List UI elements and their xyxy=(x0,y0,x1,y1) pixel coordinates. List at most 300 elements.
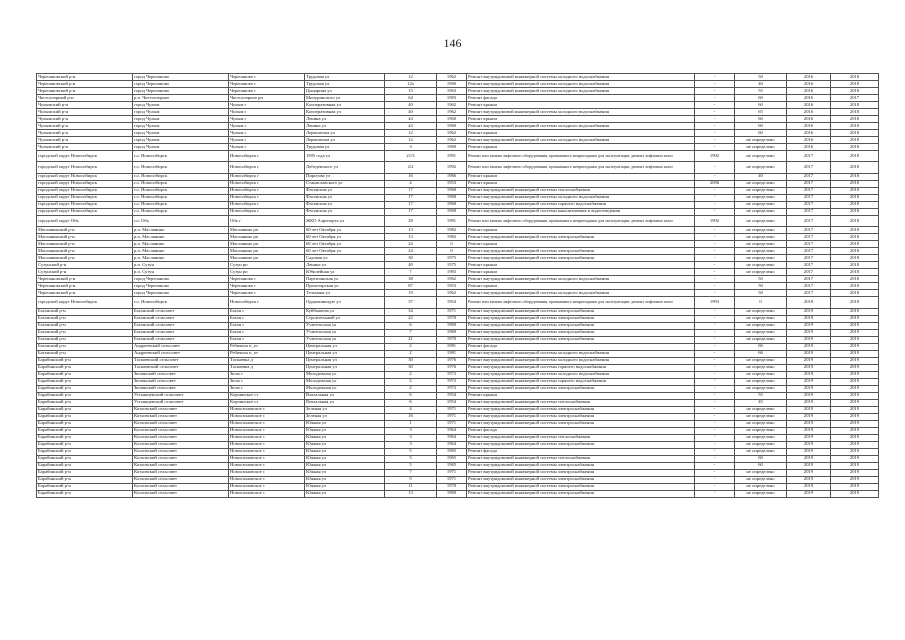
street-cell: Лермонтова ул xyxy=(305,130,385,137)
house-number-cell: 9 xyxy=(385,476,437,483)
build-year-cell: 1954 xyxy=(437,399,467,406)
district-cell: Маслянинский р-н xyxy=(37,227,133,234)
work-type-cell: Ремонт внутридомовой инженерной системы электроснабжения xyxy=(467,234,695,241)
last-repair-cell: - xyxy=(695,483,735,490)
district-cell: Баганский р-н xyxy=(37,322,133,329)
municipality-cell: Зюзинский сельсовет xyxy=(133,378,229,385)
last-repair-cell: - xyxy=(695,269,735,276)
end-year-cell: 2018 xyxy=(831,116,879,123)
start-year-cell: 2019 xyxy=(787,399,831,406)
end-year-cell: 2018 xyxy=(831,262,879,269)
last-repair-cell: - xyxy=(695,427,735,434)
build-year-cell: 1962 xyxy=(437,102,467,109)
last-repair-cell: - xyxy=(695,262,735,269)
start-year-cell: 2019 xyxy=(787,357,831,364)
municipality-cell: Устьянцевский сельсовет xyxy=(133,399,229,406)
locality-cell: Чулым г xyxy=(229,102,305,109)
build-year-cell: 0 xyxy=(437,241,467,248)
last-repair-cell: - xyxy=(695,308,735,315)
last-repair-cell: - xyxy=(695,109,735,116)
district-cell: городской округ Новосибирск xyxy=(37,187,133,194)
build-year-cell: 1962 xyxy=(437,130,467,137)
cost-cell: не определено xyxy=(735,262,787,269)
house-number-cell: 12 xyxy=(385,74,437,81)
work-type-cell: Ремонт внутридомовой инженерной системы электроснабжения xyxy=(467,483,695,490)
work-type-cell: Ремонт внутридомовой инженерной системы электроснабжения xyxy=(467,476,695,483)
end-year-cell: 2018 xyxy=(831,283,879,290)
table-row xyxy=(37,378,879,385)
district-cell: Барабинский р-н xyxy=(37,406,133,413)
cost-cell: не определено xyxy=(735,151,787,162)
district-cell: городской округ Обь xyxy=(37,215,133,226)
cost-cell: 60 xyxy=(735,123,787,130)
work-type-cell: Ремонт внутридомовой инженерной системы холодного водоснабжения xyxy=(467,137,695,144)
municipality-cell: г.о. Новосибирск xyxy=(133,180,229,187)
end-year-cell: 2019 xyxy=(831,364,879,371)
house-number-cell: 2/2 xyxy=(385,162,437,173)
municipality-cell: Баганский сельсовет xyxy=(133,336,229,343)
locality-cell: Таскаевка д xyxy=(229,364,305,371)
end-year-cell: 2019 xyxy=(831,483,879,490)
house-number-cell: 4 xyxy=(385,180,437,187)
last-repair-cell: - xyxy=(695,137,735,144)
municipality-cell: р.п. Маслянино xyxy=(133,248,229,255)
district-cell: Баганский р-н xyxy=(37,343,133,350)
cost-cell: 60 xyxy=(735,455,787,462)
start-year-cell: 2019 xyxy=(787,490,831,497)
house-number-cell: 40 xyxy=(385,102,437,109)
cost-cell: не определено xyxy=(735,378,787,385)
build-year-cell: 1972 xyxy=(437,378,467,385)
build-year-cell: 1976 xyxy=(437,357,467,364)
cost-cell: не определено xyxy=(735,483,787,490)
table-row xyxy=(37,350,879,357)
start-year-cell: 2017 xyxy=(787,173,831,180)
municipality-cell: Козловский сельсовет xyxy=(133,483,229,490)
street-cell: ЖКО Аэропорта ул xyxy=(305,215,385,226)
work-type-cell: Ремонт или замена лифтового оборудования, признанного непригодным для эксплуатации, ремонт лифтовых шахт xyxy=(467,215,695,226)
cost-cell: не определено xyxy=(735,315,787,322)
build-year-cell: 1965 xyxy=(437,462,467,469)
build-year-cell: 1972 xyxy=(437,371,467,378)
start-year-cell: 2019 xyxy=(787,385,831,392)
district-cell: Барабинский р-н xyxy=(37,434,133,441)
table-row xyxy=(37,420,879,427)
table-row xyxy=(37,248,879,255)
district-cell: городской округ Новосибирск xyxy=(37,201,133,208)
last-repair-cell: - xyxy=(695,490,735,497)
street-cell: Учительская ул xyxy=(305,322,385,329)
build-year-cell: 1964 xyxy=(437,434,467,441)
district-cell: Сузунский р-н xyxy=(37,262,133,269)
start-year-cell: 2019 xyxy=(787,420,831,427)
end-year-cell: 2018 xyxy=(831,227,879,234)
cost-cell: не определено xyxy=(735,308,787,315)
locality-cell: Зюзя с xyxy=(229,385,305,392)
end-year-cell: 2019 xyxy=(831,357,879,364)
municipality-cell: город Чулым xyxy=(133,130,229,137)
cost-cell: не определено xyxy=(735,255,787,262)
end-year-cell: 2019 xyxy=(831,455,879,462)
build-year-cell: 1971 xyxy=(437,308,467,315)
table-row xyxy=(37,194,879,201)
locality-cell: Новоозоновское с xyxy=(229,427,305,434)
build-year-cell: 0 xyxy=(437,248,467,255)
district-cell: Барабинский р-н xyxy=(37,455,133,462)
street-cell: Зеленая ул xyxy=(305,406,385,413)
district-cell: городской округ Новосибирск xyxy=(37,151,133,162)
work-type-cell: Ремонт внутридомовой инженерной системы холодного водоснабжения xyxy=(467,350,695,357)
locality-cell: Чулым г xyxy=(229,144,305,151)
work-type-cell: Ремонт или замена лифтового оборудования, признанного непригодным для эксплуатации, ремонт лифтовых шахт xyxy=(467,151,695,162)
street-cell: Станиславского ул xyxy=(305,180,385,187)
district-cell: Баганский р-н xyxy=(37,329,133,336)
street-cell: Центральная ул xyxy=(305,364,385,371)
street-cell: Строительный ул xyxy=(305,315,385,322)
locality-cell: Новоозоновское с xyxy=(229,462,305,469)
house-number-cell: 5 xyxy=(385,448,437,455)
table-row xyxy=(37,308,879,315)
build-year-cell: 1980 xyxy=(437,81,467,88)
build-year-cell: 1975 xyxy=(437,262,467,269)
start-year-cell: 2019 xyxy=(787,406,831,413)
street-cell: Садовая ул xyxy=(305,255,385,262)
table-row xyxy=(37,215,879,226)
build-year-cell: 1969 xyxy=(437,322,467,329)
table-row xyxy=(37,297,879,308)
street-cell: 60 лет Октября ул xyxy=(305,241,385,248)
table-row xyxy=(37,476,879,483)
end-year-cell: 2018 xyxy=(831,162,879,173)
cost-cell: не определено xyxy=(735,215,787,226)
start-year-cell: 2017 xyxy=(787,201,831,208)
street-cell: Учительская ул xyxy=(305,329,385,336)
build-year-cell: 1965 xyxy=(437,455,467,462)
table-row xyxy=(37,357,879,364)
street-cell: 60 лет Октября ул xyxy=(305,234,385,241)
start-year-cell: 2017 xyxy=(787,255,831,262)
cost-cell: не определено xyxy=(735,413,787,420)
cost-cell: не определено xyxy=(735,137,787,144)
work-type-cell: Ремонт внутридомовой инженерной системы электроснабжения xyxy=(467,413,695,420)
table-row xyxy=(37,102,879,109)
last-repair-cell: - xyxy=(695,283,735,290)
house-number-cell: 17 xyxy=(385,187,437,194)
district-cell: Чулымский р-н xyxy=(37,130,133,137)
municipality-cell: р.п. Маслянино xyxy=(133,255,229,262)
start-year-cell: 2019 xyxy=(787,448,831,455)
last-repair-cell: - xyxy=(695,201,735,208)
cost-cell: 0 xyxy=(735,297,787,308)
municipality-cell: г.о. Новосибирск xyxy=(133,187,229,194)
street-cell: Фасенская ул xyxy=(305,187,385,194)
table-row xyxy=(37,180,879,187)
start-year-cell: 2019 xyxy=(787,371,831,378)
cost-cell: не определено xyxy=(735,420,787,427)
locality-cell: Маслянино рп xyxy=(229,248,305,255)
table-row xyxy=(37,173,879,180)
house-number-cell: 13 xyxy=(385,234,437,241)
start-year-cell: 2016 xyxy=(787,137,831,144)
locality-cell: Маслянино рп xyxy=(229,227,305,234)
last-repair-cell: 2006 xyxy=(695,180,735,187)
district-cell: Маслянинский р-н xyxy=(37,255,133,262)
work-type-cell: Ремонт фасада xyxy=(467,448,695,455)
district-cell: Баганский р-н xyxy=(37,336,133,343)
house-number-cell: 13 xyxy=(385,490,437,497)
street-cell: Зеленая ул xyxy=(305,413,385,420)
cost-cell: не определено xyxy=(735,194,787,201)
locality-cell: Кирзинское ст xyxy=(229,392,305,399)
end-year-cell: 2019 xyxy=(831,448,879,455)
start-year-cell: 2017 xyxy=(787,290,831,297)
house-number-cell: 38 xyxy=(385,276,437,283)
end-year-cell: 2018 xyxy=(831,137,879,144)
house-number-cell: 28 xyxy=(385,215,437,226)
last-repair-cell: - xyxy=(695,434,735,441)
end-year-cell: 2018 xyxy=(831,102,879,109)
last-repair-cell: - xyxy=(695,469,735,476)
last-repair-cell: - xyxy=(695,208,735,215)
build-year-cell: 1964 xyxy=(437,441,467,448)
street-cell: Трудовая ул xyxy=(305,74,385,81)
work-type-cell: Ремонт внутридомовой инженерной системы холодного водоснабжения xyxy=(467,290,695,297)
locality-cell: Баган с xyxy=(229,315,305,322)
municipality-cell: р.п. Маслянино xyxy=(133,227,229,234)
municipality-cell: город Чулым xyxy=(133,116,229,123)
locality-cell: Новоозоновское с xyxy=(229,469,305,476)
district-cell: Баганский р-н xyxy=(37,350,133,357)
work-type-cell: Ремонт крыши xyxy=(467,102,695,109)
district-cell: Черепановский р-н xyxy=(37,283,133,290)
street-cell: Пирогова ул xyxy=(305,173,385,180)
street-cell: Пролетарская ул xyxy=(305,283,385,290)
build-year-cell: 1968 xyxy=(437,187,467,194)
cost-cell: не определено xyxy=(735,434,787,441)
cost-cell: не определено xyxy=(735,427,787,434)
house-number-cell: 40 xyxy=(385,109,437,116)
end-year-cell: 2018 xyxy=(831,215,879,226)
last-repair-cell: - xyxy=(695,462,735,469)
table-row xyxy=(37,427,879,434)
house-number-cell: 17 xyxy=(385,201,437,208)
last-repair-cell: - xyxy=(695,357,735,364)
locality-cell: Сузун рп xyxy=(229,262,305,269)
last-repair-cell: - xyxy=(695,290,735,297)
district-cell: Барабинский р-н xyxy=(37,441,133,448)
start-year-cell: 2017 xyxy=(787,241,831,248)
table-row xyxy=(37,137,879,144)
last-repair-cell: - xyxy=(695,123,735,130)
build-year-cell: 1968 xyxy=(437,208,467,215)
start-year-cell: 2017 xyxy=(787,215,831,226)
start-year-cell: 2016 xyxy=(787,102,831,109)
start-year-cell: 2019 xyxy=(787,315,831,322)
cost-cell: 50 xyxy=(735,74,787,81)
work-type-cell: Ремонт внутридомовой инженерной системы холодного водоснабжения xyxy=(467,88,695,95)
street-cell: Южная ул xyxy=(305,490,385,497)
end-year-cell: 2019 xyxy=(831,371,879,378)
locality-cell: Новосибирск г xyxy=(229,180,305,187)
locality-cell: Чулым г xyxy=(229,137,305,144)
municipality-cell: Козловский сельсовет xyxy=(133,462,229,469)
end-year-cell: 2019 xyxy=(831,315,879,322)
street-cell: Лобедевского ул xyxy=(305,162,385,173)
work-type-cell: Ремонт крыши xyxy=(467,269,695,276)
last-repair-cell: - xyxy=(695,116,735,123)
locality-cell: Новоозоновское с xyxy=(229,406,305,413)
end-year-cell: 2018 xyxy=(831,255,879,262)
house-number-cell: 19 xyxy=(385,290,437,297)
cost-cell: не определено xyxy=(735,385,787,392)
street-cell: Мичуринского ул xyxy=(305,95,385,102)
municipality-cell: Баганский сельсовет xyxy=(133,322,229,329)
build-year-cell: 1971 xyxy=(437,413,467,420)
end-year-cell: 2018 xyxy=(831,151,879,162)
municipality-cell: Баганский сельсовет xyxy=(133,329,229,336)
end-year-cell: 2018 xyxy=(831,276,879,283)
street-cell: Южная ул xyxy=(305,434,385,441)
street-cell: Тельмана ул xyxy=(305,290,385,297)
last-repair-cell: - xyxy=(695,194,735,201)
start-year-cell: 2017 xyxy=(787,262,831,269)
district-cell: Барабинский р-н xyxy=(37,469,133,476)
district-cell: Баганский р-н xyxy=(37,315,133,322)
district-cell: Черепановский р-н xyxy=(37,81,133,88)
table-row xyxy=(37,336,879,343)
work-type-cell: Ремонт крыши xyxy=(467,227,695,234)
district-cell: Маслянинский р-н xyxy=(37,248,133,255)
cost-cell: не определено xyxy=(735,144,787,151)
municipality-cell: Зюзинский сельсовет xyxy=(133,385,229,392)
locality-cell: Новоозоновское с xyxy=(229,490,305,497)
work-type-cell: Ремонт фасада xyxy=(467,427,695,434)
start-year-cell: 2017 xyxy=(787,208,831,215)
end-year-cell: 2018 xyxy=(831,88,879,95)
start-year-cell: 2016 xyxy=(787,109,831,116)
street-cell: Кооперативная ул xyxy=(305,109,385,116)
table-row xyxy=(37,262,879,269)
start-year-cell: 2019 xyxy=(787,413,831,420)
street-cell: Вокзальная ул xyxy=(305,392,385,399)
district-cell: Черепановский р-н xyxy=(37,276,133,283)
end-year-cell: 2019 xyxy=(831,469,879,476)
street-cell: 1905 года ул xyxy=(305,151,385,162)
end-year-cell: 2018 xyxy=(831,180,879,187)
locality-cell: Чистоозерное рп xyxy=(229,95,305,102)
last-repair-cell: - xyxy=(695,102,735,109)
district-cell: Черепановский р-н xyxy=(37,290,133,297)
end-year-cell: 2017 xyxy=(831,95,879,102)
municipality-cell: р.п. Маслянино xyxy=(133,241,229,248)
work-type-cell: Ремонт внутридомовой инженерной системы электроснабжения xyxy=(467,406,695,413)
build-year-cell: 1971 xyxy=(437,476,467,483)
table-row xyxy=(37,109,879,116)
house-number-cell: 30 xyxy=(385,364,437,371)
work-type-cell: Ремонт крыши xyxy=(467,392,695,399)
build-year-cell: 1963 xyxy=(437,88,467,95)
municipality-cell: г.о. Новосибирск xyxy=(133,297,229,308)
cost-cell: не определено xyxy=(735,448,787,455)
house-number-cell: 12а xyxy=(385,81,437,88)
table-row xyxy=(37,74,879,81)
build-year-cell: 1992 xyxy=(437,162,467,173)
street-cell: Южная ул xyxy=(305,420,385,427)
cost-cell: не определено xyxy=(735,357,787,364)
build-year-cell: 1953 xyxy=(437,283,467,290)
locality-cell: Зюзя с xyxy=(229,371,305,378)
house-number-cell: 3 xyxy=(385,434,437,441)
build-year-cell: 1960 xyxy=(437,123,467,130)
last-repair-cell: - xyxy=(695,162,735,173)
municipality-cell: Козловский сельсовет xyxy=(133,406,229,413)
street-cell: Южная ул xyxy=(305,476,385,483)
last-repair-cell: - xyxy=(695,329,735,336)
table-row xyxy=(37,385,879,392)
start-year-cell: 2019 xyxy=(787,455,831,462)
work-type-cell: Ремонт внутридомовой инженерной системы электроснабжения xyxy=(467,420,695,427)
build-year-cell: 1954 xyxy=(437,392,467,399)
cost-cell: не определено xyxy=(735,329,787,336)
table-row xyxy=(37,151,879,162)
locality-cell: Черепаново г xyxy=(229,283,305,290)
table-row xyxy=(37,269,879,276)
cost-cell: 66 xyxy=(735,350,787,357)
end-year-cell: 2018 xyxy=(831,234,879,241)
cost-cell: не определено xyxy=(735,441,787,448)
house-number-cell: 3 xyxy=(385,427,437,434)
build-year-cell: 1962 xyxy=(437,137,467,144)
house-number-cell: 3 xyxy=(385,144,437,151)
table-row xyxy=(37,469,879,476)
last-repair-cell: 1993 xyxy=(695,297,735,308)
house-number-cell: 12 xyxy=(385,137,437,144)
table-row xyxy=(37,227,879,234)
table-row xyxy=(37,162,879,173)
work-type-cell: Ремонт внутридомовой инженерной системы электроснабжения xyxy=(467,315,695,322)
municipality-cell: г.о. Новосибирск xyxy=(133,194,229,201)
street-cell: Куйбышева ул xyxy=(305,308,385,315)
work-type-cell: Ремонт внутридомовой инженерной системы холодного водоснабжения xyxy=(467,194,695,201)
end-year-cell: 2018 xyxy=(831,297,879,308)
district-cell: Чистоозерный р-н xyxy=(37,95,133,102)
municipality-cell: Устьянцевский сельсовет xyxy=(133,392,229,399)
municipality-cell: г.о. Обь xyxy=(133,215,229,226)
cost-cell: 55 xyxy=(735,392,787,399)
start-year-cell: 2019 xyxy=(787,308,831,315)
house-number-cell: 30 xyxy=(385,357,437,364)
start-year-cell: 2017 xyxy=(787,227,831,234)
end-year-cell: 2019 xyxy=(831,343,879,350)
table-row xyxy=(37,490,879,497)
cost-cell: не определено xyxy=(735,208,787,215)
build-year-cell: 1960 xyxy=(437,144,467,151)
municipality-cell: город Чулым xyxy=(133,137,229,144)
table-row xyxy=(37,434,879,441)
house-number-cell: 24 xyxy=(385,241,437,248)
municipality-cell: Андреевский сельсовет xyxy=(133,350,229,357)
house-number-cell: 5 xyxy=(385,455,437,462)
table-row xyxy=(37,441,879,448)
build-year-cell: 1983 xyxy=(437,269,467,276)
end-year-cell: 2018 xyxy=(831,248,879,255)
cost-cell: не определено xyxy=(735,490,787,497)
street-cell: Лермонтова ул xyxy=(305,137,385,144)
house-number-cell: 40 xyxy=(385,262,437,269)
street-cell: Южная ул xyxy=(305,469,385,476)
last-repair-cell: - xyxy=(695,187,735,194)
work-type-cell: Ремонт фасада xyxy=(467,95,695,102)
